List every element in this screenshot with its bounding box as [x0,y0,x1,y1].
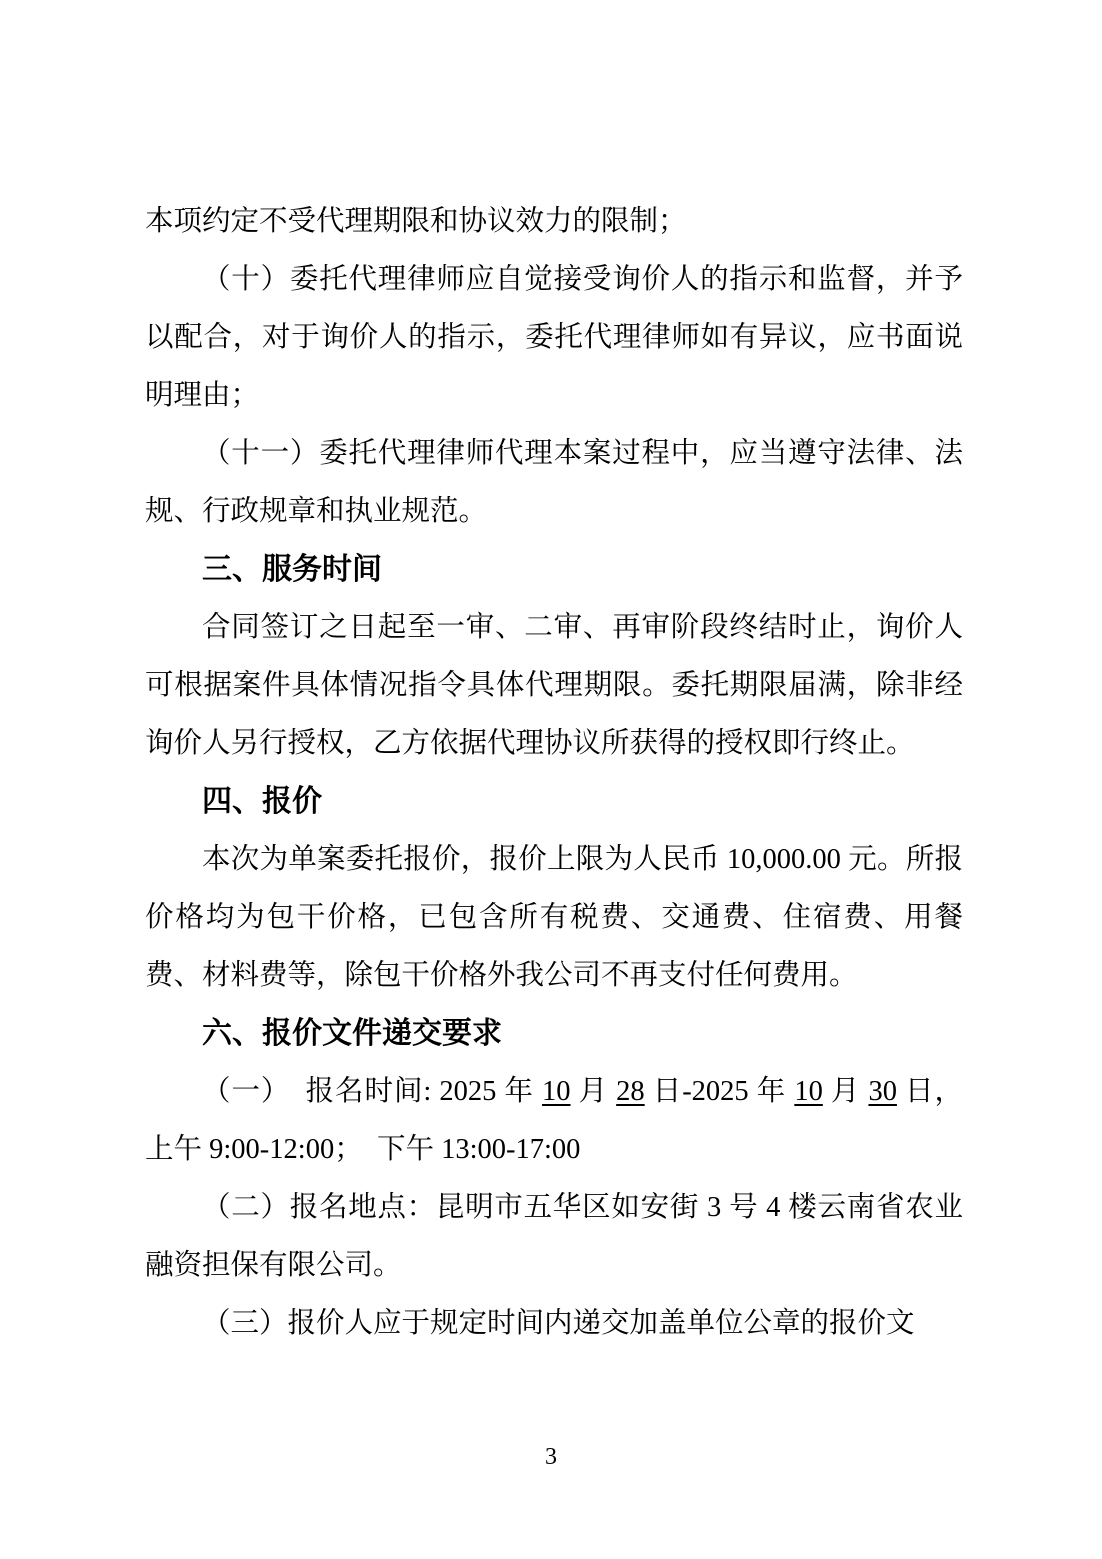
heading-section-3-service-time: 三、服务时间 [202,553,382,586]
heading-section-4-quotation: 四、报价 [202,785,322,818]
underlined-start-month: 10 [542,1076,571,1107]
paragraph-clause-9-continuation: 本项约定不受代理期限和协议效力的限制； [145,206,687,237]
paragraph-registration-location: （二）报名地点：昆明市五华区如安街 3 号 4 楼云南省农业融资担保有限公司。 [145,1192,963,1281]
paragraph-submission-method: （三）报价人应于规定时间内递交加盖单位公章的报价文 [202,1308,915,1339]
registration-time-text: 日，上午 9:00-12:00； 下午 13:00-17:00 [145,1076,963,1165]
paragraph-registration-time [145,1063,963,1179]
page-footer [0,1443,1102,1471]
document-body [145,193,963,1353]
paragraph-clause-11: （十一）委托代理律师代理本案过程中，应当遵守法律、法规、行政规章和执业规范。 [145,438,963,527]
heading-section-6-submission-requirements: 六、报价文件递交要求 [202,1017,502,1050]
registration-time-text: 日-2025 年 [644,1076,795,1107]
registration-time-text: 月 [570,1076,617,1107]
registration-time-text: （一） 报名时间: 2025 年 [202,1076,543,1107]
paragraph-service-period: 合同签订之日起至一审、二审、再审阶段终结时止，询价人可根据案件具体情况指令具体代理期限。委托期限届满，除非经询价人另行授权，乙方依据代理协议所获得的授权即行终止。 [145,612,963,759]
registration-time-text: 月 [822,1076,869,1107]
page-number: 3 [545,1444,557,1470]
underlined-end-month: 10 [794,1076,823,1107]
underlined-start-day: 28 [616,1076,645,1107]
underlined-end-day: 30 [868,1076,897,1107]
paragraph-clause-10: （十）委托代理律师应自觉接受询价人的指示和监督，并予以配合，对于询价人的指示，委托代理律师如有异议，应书面说明理由； [145,264,963,411]
paragraph-quotation-cap: 本次为单案委托报价，报价上限为人民币 10,000.00 元。所报价格均为包干价格，已包含所有税费、交通费、住宿费、用餐费、材料费等，除包干价格外我公司不再支付任何费用。 [145,844,963,991]
